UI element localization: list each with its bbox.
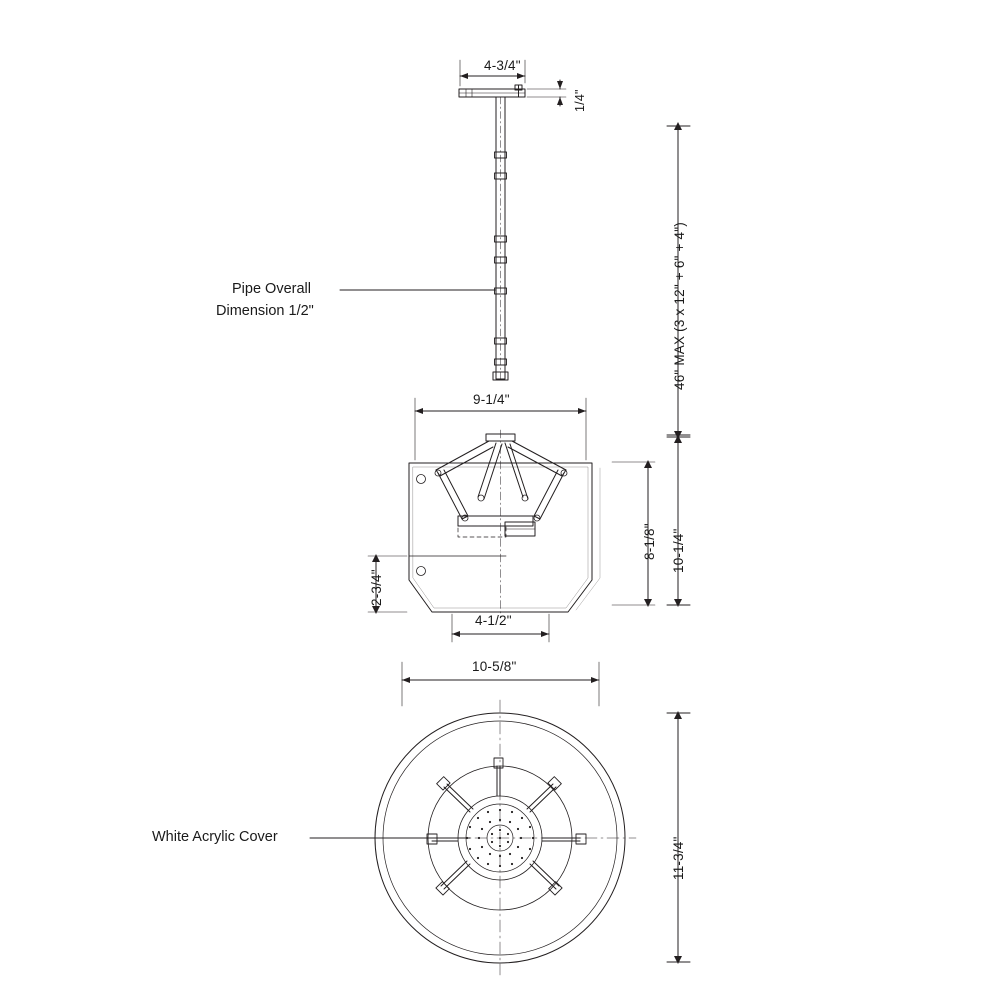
dim-label-overall-drop: 46" MAX (3 x 12" + 6" + 4") xyxy=(672,222,687,390)
stem-pipe xyxy=(493,97,508,380)
scissor-arm-mechanism xyxy=(435,434,567,537)
pipe-overall-callout-line1: Pipe Overall xyxy=(232,281,311,297)
dim-fixture-body-height xyxy=(667,435,690,607)
dim-label-bottom-width: 4-1/2" xyxy=(475,613,512,628)
dim-label-shade-top-width: 9-1/4" xyxy=(473,392,510,407)
dim-label-canopy-width: 4-3/4" xyxy=(484,58,521,73)
dim-label-lower-band-height: 2-3/4" xyxy=(369,569,384,606)
dim-label-fixture-body-height: 10-1/4" xyxy=(671,528,686,573)
pipe-overall-callout xyxy=(216,278,314,323)
dim-label-plan-overall-width: 10-5/8" xyxy=(472,659,517,674)
white-acrylic-cover-callout: White Acrylic Cover xyxy=(152,829,278,845)
dim-label-plan-overall-height: 11-3/4" xyxy=(671,836,686,880)
canopy-assembly xyxy=(459,85,525,97)
dim-label-canopy-height: 1/4" xyxy=(573,89,587,112)
pipe-overall-callout-line2: Dimension 1/2" xyxy=(216,303,314,320)
dim-canopy-height xyxy=(527,80,566,106)
dim-label-shade-height: 8-1/8" xyxy=(642,523,657,560)
